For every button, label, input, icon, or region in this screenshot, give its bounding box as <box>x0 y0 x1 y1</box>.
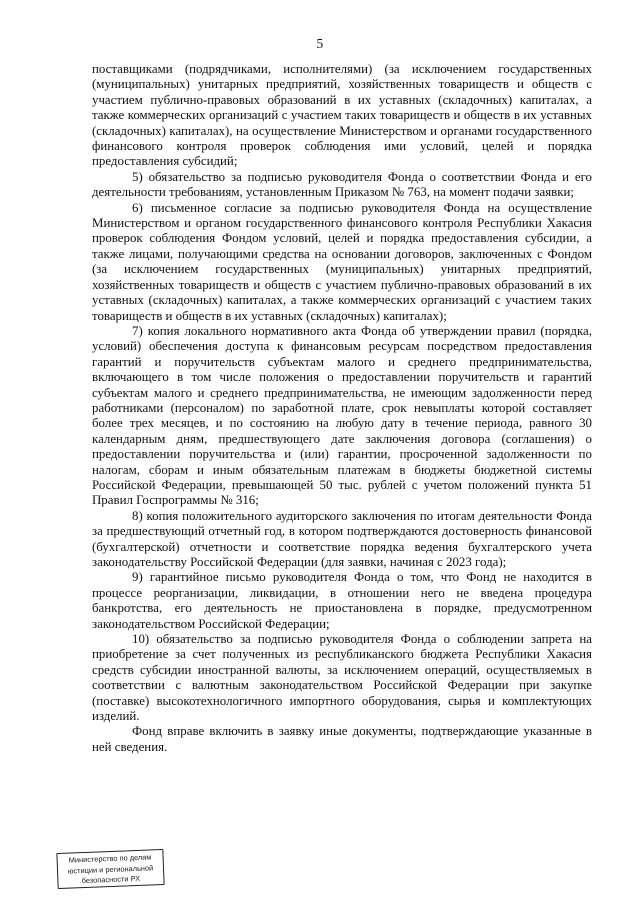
registration-stamp <box>56 849 164 889</box>
paragraph-item-6: 6) письменное согласие за подписью руководителя Фонда на осуществление Министерством и органом государственного финансового контроля Республики Хакасия проверок соблюдения Фондом условий, целей и порядка предоставления субсидии, а также лицами, получающими средства на основании договоров, заключенных с Фондом (за исключением государственных (муниципальных) унитарных предприятий, хозяйственных товариществ и обществ с участием публично-правовых образований в их уставных (складочных) капиталах, а также коммерческих организаций с участием таких товариществ и обществ в их уставных (складочных) капиталах); <box>92 200 592 323</box>
paragraph-closing: Фонд вправе включить в заявку иные документы, подтверждающие указанные в ней сведения. <box>92 724 592 754</box>
stamp-line-2: юстиции и региональной <box>67 862 154 876</box>
paragraph-continuation: поставщиками (подрядчиками, исполнителями) (за исключением государственных (муниципальных) унитарных предприятий, хозяйственных товариществ и обществ с участием публично-правовых образований в их уставных (складочных) капиталах, а также коммерческих организаций с участием таких товариществ и обществ в их уставных (складочных) капиталах), на осуществление Министерством и органами государственного финансового контроля проверок соблюдения ими условий, целей и порядка предоставления субсидий; <box>92 62 592 169</box>
stamp-line-3: безопасности РХ <box>81 874 141 886</box>
paragraph-item-8: 8) копия положительного аудиторского заключения по итогам деятельности Фонда за предшествующий отчетный год, в котором подтверждаются достоверность финансовой (бухгалтерской) отчетности и соответствие порядка ведения бухгалтерского учета законодательству Российской Федерации (для заявки, начиная с 2023 года); <box>92 508 592 569</box>
paragraph-item-7: 7) копия локального нормативного акта Фонда об утверждении правил (порядка, условий) обеспечения доступа к финансовым ресурсам посредством предоставления гарантий и поручительств субъектам малого и среднего предпринимательства, включающего в том числе положения о предоставлении поручительств и гарантий субъектам малого и среднего предпринимательства, не имеющим задолженности перед работниками (персоналом) по заработной плате, срок невыплаты которой составляет более трех месяцев, и по состоянию на любую дату в течение периода, равного 30 календарным дням, предшествующего дате заключения договора (соглашения) о предоставлении поручительства и (или) гарантии, просроченной задолженности по налогам, сборам и иным обязательным платежам в бюджеты бюджетной системы Российской Федерации, превышающей 50 тыс. рублей с учетом положений пункта 51 Правил Госпрограммы № 316; <box>92 323 592 508</box>
stamp-line-1: Министерство по делам <box>68 852 152 865</box>
paragraph-item-9: 9) гарантийное письмо руководителя Фонда о том, что Фонд не находится в процессе реорганизации, ликвидации, в отношении него не введена процедура банкротства, его деятельность не приостановлена в порядке, предусмотренном законодательством Российской Федерации; <box>92 570 592 631</box>
page-number: 5 <box>316 36 324 51</box>
paragraph-item-10: 10) обязательство за подписью руководителя Фонда о соблюдении запрета на приобретение за счет полученных из республиканского бюджета Республики Хакасия средств субсидии иностранной валюты, за исключением операций, осуществляемых в соответствии с валютным законодательством Российской Федерации при закупке (поставке) высокотехнологичного импортного оборудования, сырья и комплектующих изделий. <box>92 632 592 724</box>
document-body <box>92 62 592 755</box>
paragraph-item-5: 5) обязательство за подписью руководителя Фонда о соответствии Фонда и его деятельности требованиям, установленным Приказом № 763, на момент подачи заявки; <box>92 169 592 200</box>
